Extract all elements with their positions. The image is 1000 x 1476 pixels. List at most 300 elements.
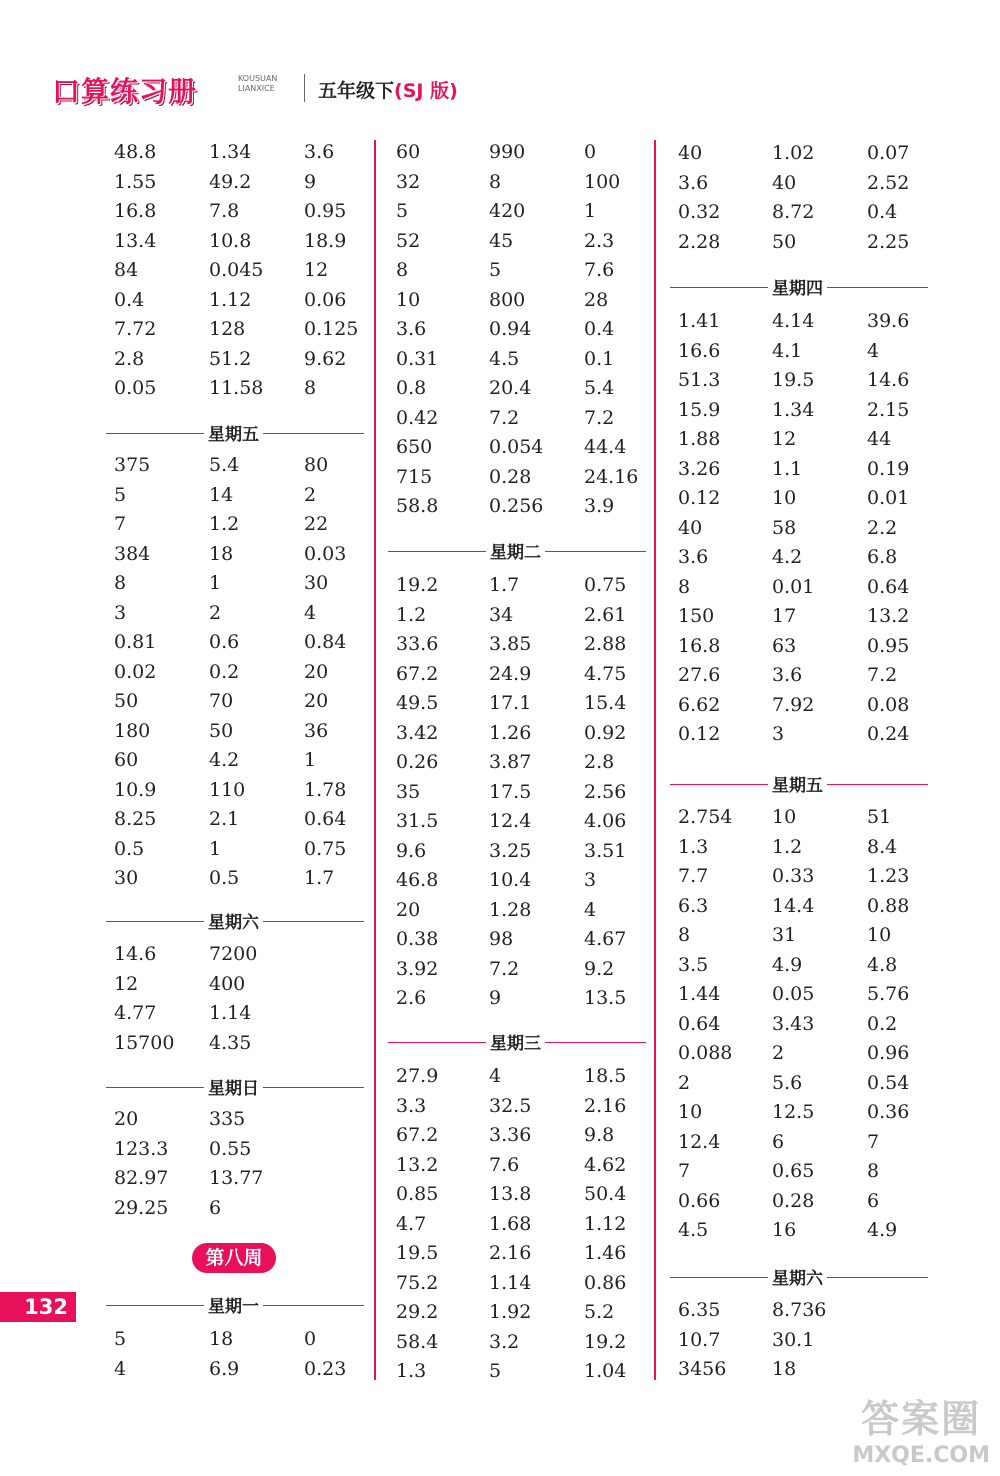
answer-value: 2.16 bbox=[489, 1242, 532, 1264]
answer-value: 13.5 bbox=[584, 987, 627, 1009]
day-label: 星期五 bbox=[768, 771, 827, 796]
answer-value: 75.2 bbox=[396, 1271, 439, 1294]
answer-value: 20 bbox=[304, 660, 329, 683]
answer-value: 0.75 bbox=[304, 837, 347, 860]
day-section-header bbox=[106, 906, 364, 936]
answer-value: 4.35 bbox=[209, 1031, 252, 1054]
answer-value: 0.5 bbox=[114, 837, 145, 860]
answer-value: 0.12 bbox=[678, 723, 721, 745]
answer-value: 180 bbox=[114, 719, 151, 742]
answer-value: 4.67 bbox=[584, 928, 627, 950]
brand-pinyin bbox=[238, 74, 298, 94]
answer-value: 28 bbox=[584, 288, 609, 311]
answer-value: 3.6 bbox=[772, 664, 803, 686]
answer-value: 17.1 bbox=[489, 692, 532, 714]
answer-value: 51 bbox=[867, 806, 892, 828]
day-label: 星期二 bbox=[486, 538, 545, 563]
answer-value: 44 bbox=[867, 428, 892, 450]
answer-value: 18 bbox=[209, 1328, 234, 1350]
answer-value: 0.125 bbox=[304, 318, 359, 340]
answer-value: 7.2 bbox=[489, 406, 520, 429]
answer-value: 0.08 bbox=[867, 693, 910, 716]
answer-value: 1.28 bbox=[489, 898, 532, 921]
day-section-header bbox=[106, 418, 364, 448]
answer-value: 36 bbox=[304, 719, 329, 742]
answer-value: 650 bbox=[396, 436, 433, 458]
answer-value: 1 bbox=[584, 200, 597, 222]
answer-value: 2.1 bbox=[209, 808, 240, 830]
answer-value: 0.19 bbox=[867, 457, 910, 480]
answer-value: 0.07 bbox=[867, 142, 910, 164]
answer-value: 48.8 bbox=[114, 141, 157, 163]
answer-value: 60 bbox=[396, 141, 421, 163]
answer-value: 2.6 bbox=[396, 987, 427, 1009]
week-badge: 第八周 bbox=[192, 1243, 276, 1273]
answer-value: 2 bbox=[678, 1071, 691, 1094]
answer-value: 31 bbox=[772, 924, 797, 946]
answer-value: 8 bbox=[678, 575, 691, 598]
answer-value: 13.4 bbox=[114, 229, 157, 252]
answer-value: 58 bbox=[772, 516, 797, 539]
answer-value: 6.35 bbox=[678, 1299, 721, 1321]
answer-value: 5.6 bbox=[772, 1071, 803, 1094]
answer-value: 8 bbox=[678, 924, 691, 946]
edition-text: (SJ 版) bbox=[394, 80, 458, 102]
answer-value: 4.5 bbox=[678, 1219, 709, 1241]
answer-value: 1.14 bbox=[209, 1002, 252, 1024]
day-label: 星期三 bbox=[486, 1029, 545, 1054]
answer-value: 7 bbox=[867, 1130, 880, 1153]
answer-value: 1.34 bbox=[772, 398, 815, 421]
answer-value: 3.42 bbox=[396, 721, 439, 744]
answer-value: 7 bbox=[678, 1160, 691, 1182]
answer-value: 3.51 bbox=[584, 839, 627, 862]
answer-value: 40 bbox=[678, 516, 703, 539]
answer-value: 16.8 bbox=[678, 634, 721, 657]
answer-value: 0.94 bbox=[489, 318, 532, 340]
answer-value: 10 bbox=[772, 487, 797, 509]
answer-value: 4 bbox=[584, 898, 597, 921]
answer-value: 8 bbox=[114, 572, 127, 594]
answer-value: 4.14 bbox=[772, 310, 815, 332]
page-header bbox=[52, 70, 472, 110]
answer-value: 2.88 bbox=[584, 633, 627, 655]
answer-value: 0.64 bbox=[678, 1012, 721, 1035]
answer-value: 35 bbox=[396, 780, 421, 803]
grade-label bbox=[318, 76, 458, 103]
answer-value: 1.23 bbox=[867, 865, 910, 887]
answer-value: 5.4 bbox=[209, 454, 240, 476]
answer-value: 0.4 bbox=[584, 318, 615, 340]
answer-value: 22 bbox=[304, 513, 329, 535]
answer-value: 3 bbox=[584, 869, 597, 891]
answer-value: 0.6 bbox=[209, 631, 240, 653]
answer-value: 0.8 bbox=[396, 377, 427, 399]
answer-value: 20 bbox=[114, 1108, 139, 1130]
answer-value: 1.02 bbox=[772, 142, 815, 164]
answer-value: 0.01 bbox=[772, 575, 815, 598]
answer-value: 50 bbox=[114, 690, 139, 712]
answer-value: 3.6 bbox=[304, 141, 335, 163]
answer-value: 13.8 bbox=[489, 1183, 532, 1205]
answer-value: 2.61 bbox=[584, 603, 627, 626]
answer-value: 12 bbox=[114, 972, 139, 995]
day-label: 星期日 bbox=[204, 1074, 263, 1099]
answer-value: 3.9 bbox=[584, 495, 615, 517]
answer-value: 335 bbox=[209, 1108, 246, 1130]
answer-value: 0.045 bbox=[209, 259, 264, 281]
answer-value: 24.16 bbox=[584, 465, 639, 488]
answer-value: 0.81 bbox=[114, 631, 157, 653]
answer-value: 1.12 bbox=[584, 1212, 627, 1235]
answer-value: 4.75 bbox=[584, 662, 627, 685]
answer-value: 19.2 bbox=[396, 574, 439, 596]
watermark bbox=[852, 1388, 990, 1468]
day-section-header bbox=[106, 1290, 364, 1320]
answer-value: 44.4 bbox=[584, 436, 627, 458]
answer-value: 24.9 bbox=[489, 662, 532, 685]
answer-value: 51.2 bbox=[209, 347, 252, 370]
answer-value: 3.43 bbox=[772, 1012, 815, 1035]
answer-value: 1.78 bbox=[304, 778, 347, 801]
answer-value: 70 bbox=[209, 690, 234, 712]
answer-value: 5.76 bbox=[867, 983, 910, 1005]
answer-value: 0.64 bbox=[304, 808, 347, 830]
answer-value: 27.9 bbox=[396, 1065, 439, 1087]
answer-value: 14 bbox=[209, 483, 234, 506]
answer-value: 15700 bbox=[114, 1031, 175, 1054]
answer-value: 0.84 bbox=[304, 631, 347, 653]
answer-value: 4.2 bbox=[772, 546, 803, 568]
answer-value: 128 bbox=[209, 318, 246, 340]
answer-value: 3.92 bbox=[396, 957, 439, 980]
answer-value: 6.3 bbox=[678, 894, 709, 917]
answer-value: 15.4 bbox=[584, 692, 627, 714]
answer-value: 0.05 bbox=[772, 983, 815, 1005]
answer-value: 3.2 bbox=[489, 1330, 520, 1353]
answer-value: 990 bbox=[489, 141, 526, 163]
answer-value: 14.6 bbox=[114, 943, 157, 965]
answer-value: 19.5 bbox=[396, 1242, 439, 1264]
answer-value: 0.03 bbox=[304, 542, 347, 565]
answer-value: 1 bbox=[304, 749, 317, 771]
answer-value: 80 bbox=[304, 454, 329, 476]
answer-value: 2.8 bbox=[584, 751, 615, 773]
answer-value: 16 bbox=[772, 1219, 797, 1241]
answer-value: 1.41 bbox=[678, 310, 721, 332]
answer-value: 4 bbox=[489, 1065, 502, 1087]
answer-value: 9 bbox=[489, 987, 502, 1009]
answer-value: 18.5 bbox=[584, 1065, 627, 1087]
answer-value: 0.33 bbox=[772, 865, 815, 887]
day-label: 星期六 bbox=[768, 1264, 827, 1289]
answer-value: 16.6 bbox=[678, 339, 721, 362]
watermark-text: 答案圈 bbox=[861, 1397, 982, 1441]
answer-value: 0.65 bbox=[772, 1160, 815, 1182]
answer-value: 3.6 bbox=[678, 171, 709, 194]
answer-value: 1.12 bbox=[209, 288, 252, 311]
answer-value: 8.736 bbox=[772, 1299, 827, 1321]
answer-value: 8 bbox=[304, 377, 317, 399]
answer-value: 0.054 bbox=[489, 436, 544, 458]
answer-value: 0.2 bbox=[209, 660, 240, 683]
watermark-url: MXQE.COM bbox=[852, 1443, 990, 1468]
answer-value: 2.52 bbox=[867, 171, 910, 194]
answer-value: 3.6 bbox=[396, 318, 427, 340]
answer-value: 67.2 bbox=[396, 1124, 439, 1146]
answer-value: 10.9 bbox=[114, 778, 157, 801]
answer-value: 0.95 bbox=[867, 634, 910, 657]
brand-title: 口算练习册 bbox=[52, 75, 198, 108]
answer-value: 3.36 bbox=[489, 1124, 532, 1146]
answer-value: 32.5 bbox=[489, 1094, 532, 1117]
answer-value: 8.72 bbox=[772, 201, 815, 223]
answer-value: 50 bbox=[209, 719, 234, 742]
answer-value: 12 bbox=[772, 428, 797, 450]
answer-value: 0.92 bbox=[584, 721, 627, 744]
answer-value: 4.06 bbox=[584, 810, 627, 832]
answer-value: 0.85 bbox=[396, 1183, 439, 1205]
answer-value: 4.2 bbox=[209, 749, 240, 771]
answer-value: 15.9 bbox=[678, 398, 721, 421]
answer-value: 7200 bbox=[209, 943, 258, 965]
answer-value: 3.5 bbox=[678, 953, 709, 976]
answer-value: 7.92 bbox=[772, 693, 815, 716]
answer-value: 7.7 bbox=[678, 865, 709, 887]
answer-value: 0 bbox=[304, 1328, 317, 1350]
answer-value: 12.5 bbox=[772, 1101, 815, 1123]
column-divider-2 bbox=[654, 140, 656, 1380]
answer-value: 1.1 bbox=[772, 457, 803, 480]
answer-value: 3.6 bbox=[678, 546, 709, 568]
answer-value: 8.4 bbox=[867, 835, 898, 858]
answer-value: 3 bbox=[772, 723, 785, 745]
answer-value: 27.6 bbox=[678, 664, 721, 686]
answer-value: 2.8 bbox=[114, 347, 145, 370]
answer-value: 0.23 bbox=[304, 1357, 347, 1380]
answer-value: 0.1 bbox=[584, 347, 615, 370]
day-section-header bbox=[670, 272, 928, 302]
answer-value: 800 bbox=[489, 288, 526, 311]
answer-value: 6.9 bbox=[209, 1357, 240, 1380]
answer-value: 20 bbox=[304, 690, 329, 712]
column-divider-1 bbox=[374, 140, 376, 1380]
answer-value: 18 bbox=[772, 1358, 797, 1380]
answer-value: 3 bbox=[114, 601, 127, 624]
day-label: 星期五 bbox=[204, 420, 263, 445]
answer-value: 50.4 bbox=[584, 1183, 627, 1205]
answer-value: 0.12 bbox=[678, 487, 721, 509]
answer-value: 1.2 bbox=[396, 603, 427, 626]
answer-value: 98 bbox=[489, 928, 514, 950]
answer-value: 3.25 bbox=[489, 839, 532, 862]
answer-value: 20.4 bbox=[489, 377, 532, 399]
answer-value: 13.2 bbox=[867, 605, 910, 627]
brand-pinyin-line-1: KOUSUAN bbox=[238, 74, 278, 83]
answer-value: 34 bbox=[489, 603, 514, 626]
answer-value: 3.3 bbox=[396, 1094, 427, 1117]
answer-value: 1.46 bbox=[584, 1242, 627, 1264]
answer-value: 0.88 bbox=[867, 894, 910, 917]
answer-value: 4.8 bbox=[867, 953, 898, 976]
answer-value: 384 bbox=[114, 542, 151, 565]
answer-value: 84 bbox=[114, 259, 139, 281]
answer-value: 18 bbox=[209, 542, 234, 565]
answer-value: 0.4 bbox=[114, 288, 145, 311]
answer-value: 0.32 bbox=[678, 201, 721, 223]
answer-value: 0.31 bbox=[396, 347, 439, 370]
answer-value: 0.02 bbox=[114, 660, 157, 683]
answer-value: 6.62 bbox=[678, 693, 721, 716]
answer-value: 1.26 bbox=[489, 721, 532, 744]
answer-value: 0.54 bbox=[867, 1071, 910, 1094]
answer-value: 2 bbox=[209, 601, 222, 624]
page-number: 132 bbox=[0, 1292, 76, 1322]
answer-value: 400 bbox=[209, 972, 246, 995]
answer-value: 0.256 bbox=[489, 495, 544, 517]
answer-value: 16.8 bbox=[114, 200, 157, 222]
answer-value: 30 bbox=[304, 572, 329, 594]
answer-value: 0.06 bbox=[304, 288, 347, 311]
answer-value: 12.4 bbox=[489, 810, 532, 832]
answer-value: 12.4 bbox=[678, 1130, 721, 1153]
day-label: 星期六 bbox=[204, 908, 263, 933]
answer-value: 1.3 bbox=[396, 1360, 427, 1382]
answer-value: 1.55 bbox=[114, 170, 157, 193]
answer-value: 8 bbox=[489, 170, 502, 193]
answer-value: 3.26 bbox=[678, 457, 721, 480]
answer-value: 14.6 bbox=[867, 369, 910, 391]
answer-value: 0.42 bbox=[396, 406, 439, 429]
answer-value: 0 bbox=[584, 141, 597, 163]
answer-value: 6 bbox=[209, 1196, 222, 1219]
answer-value: 45 bbox=[489, 229, 514, 252]
answer-value: 19.5 bbox=[772, 369, 815, 391]
answer-value: 7.6 bbox=[489, 1153, 520, 1176]
answer-value: 2 bbox=[304, 483, 317, 506]
answer-value: 10 bbox=[772, 806, 797, 828]
answer-value: 1.04 bbox=[584, 1360, 627, 1382]
answer-value: 10.8 bbox=[209, 229, 252, 252]
answer-value: 49.2 bbox=[209, 170, 252, 193]
answer-value: 0.96 bbox=[867, 1042, 910, 1064]
answer-value: 4 bbox=[867, 339, 880, 362]
answer-value: 2.3 bbox=[584, 229, 615, 252]
answer-value: 67.2 bbox=[396, 662, 439, 685]
answer-value: 10 bbox=[396, 288, 421, 311]
answer-value: 1.14 bbox=[489, 1271, 532, 1294]
answer-value: 46.8 bbox=[396, 869, 439, 891]
answer-value: 17 bbox=[772, 605, 797, 627]
answer-value: 8 bbox=[867, 1160, 880, 1182]
answer-value: 1.68 bbox=[489, 1212, 532, 1235]
answer-value: 4.5 bbox=[489, 347, 520, 370]
answer-value: 13.2 bbox=[396, 1153, 439, 1176]
answer-value: 375 bbox=[114, 454, 151, 476]
day-section-header bbox=[388, 1027, 646, 1057]
answer-value: 50 bbox=[772, 230, 797, 253]
answer-value: 0.24 bbox=[867, 723, 910, 745]
answer-value: 30.1 bbox=[772, 1328, 815, 1351]
answer-value: 29.25 bbox=[114, 1196, 169, 1219]
grade-text: 五年级下 bbox=[318, 80, 395, 102]
answer-value: 2 bbox=[772, 1042, 785, 1064]
answer-value: 0.36 bbox=[867, 1101, 910, 1123]
answer-value: 32 bbox=[396, 170, 421, 193]
answer-value: 10 bbox=[867, 924, 892, 946]
header-divider bbox=[304, 74, 305, 102]
answer-value: 1 bbox=[209, 572, 222, 594]
answer-value: 6 bbox=[772, 1130, 785, 1153]
answer-value: 4.77 bbox=[114, 1002, 157, 1024]
answer-value: 10.4 bbox=[489, 869, 532, 891]
answer-value: 0.05 bbox=[114, 377, 157, 399]
answer-value: 5 bbox=[396, 200, 409, 222]
answer-value: 5.2 bbox=[584, 1301, 615, 1323]
answer-value: 40 bbox=[678, 142, 703, 164]
answer-value: 58.4 bbox=[396, 1330, 439, 1353]
answer-value: 1.2 bbox=[772, 835, 803, 858]
answer-value: 2.754 bbox=[678, 806, 733, 828]
answer-value: 5 bbox=[114, 483, 127, 506]
answer-value: 4 bbox=[304, 601, 317, 624]
brand-pinyin-line-2: LIANXICE bbox=[238, 84, 275, 93]
answer-value: 7.8 bbox=[209, 200, 240, 222]
answer-value: 9.8 bbox=[584, 1124, 615, 1146]
day-label: 星期四 bbox=[768, 274, 827, 299]
answer-value: 0.01 bbox=[867, 487, 910, 509]
answer-value: 100 bbox=[584, 170, 621, 193]
answer-value: 4.9 bbox=[772, 953, 803, 976]
answer-value: 19.2 bbox=[584, 1330, 627, 1353]
answer-value: 31.5 bbox=[396, 810, 439, 832]
answer-value: 11.58 bbox=[209, 377, 264, 399]
answer-value: 0.95 bbox=[304, 200, 347, 222]
answer-value: 13.77 bbox=[209, 1167, 264, 1189]
answer-value: 4.1 bbox=[772, 339, 803, 362]
answer-value: 5 bbox=[489, 259, 502, 281]
answer-value: 1.3 bbox=[678, 835, 709, 858]
day-section-header bbox=[106, 1072, 364, 1102]
answer-value: 40 bbox=[772, 171, 797, 194]
answer-value: 9.6 bbox=[396, 839, 427, 862]
answer-value: 4.9 bbox=[867, 1219, 898, 1241]
answer-value: 3.87 bbox=[489, 751, 532, 773]
answer-value: 7 bbox=[114, 513, 127, 535]
answer-value: 1.7 bbox=[304, 867, 335, 889]
answer-value: 10 bbox=[678, 1101, 703, 1123]
answer-value: 1.92 bbox=[489, 1301, 532, 1323]
answer-value: 3456 bbox=[678, 1358, 727, 1380]
answer-value: 0.5 bbox=[209, 867, 240, 889]
answer-value: 29.2 bbox=[396, 1301, 439, 1323]
answer-value: 0.28 bbox=[772, 1189, 815, 1212]
answer-value: 14.4 bbox=[772, 894, 815, 917]
answer-value: 5.4 bbox=[584, 377, 615, 399]
answer-value: 51.3 bbox=[678, 369, 721, 391]
answer-value: 49.5 bbox=[396, 692, 439, 714]
day-section-header bbox=[388, 536, 646, 566]
answer-value: 715 bbox=[396, 465, 433, 488]
answer-value: 1.2 bbox=[209, 513, 240, 535]
answer-value: 6.8 bbox=[867, 546, 898, 568]
answer-value: 8.25 bbox=[114, 808, 157, 830]
answer-value: 2.25 bbox=[867, 230, 910, 253]
answer-value: 4.7 bbox=[396, 1212, 427, 1235]
answer-value: 0.86 bbox=[584, 1271, 627, 1294]
answer-value: 5 bbox=[114, 1328, 127, 1350]
answer-value: 7.72 bbox=[114, 318, 157, 340]
